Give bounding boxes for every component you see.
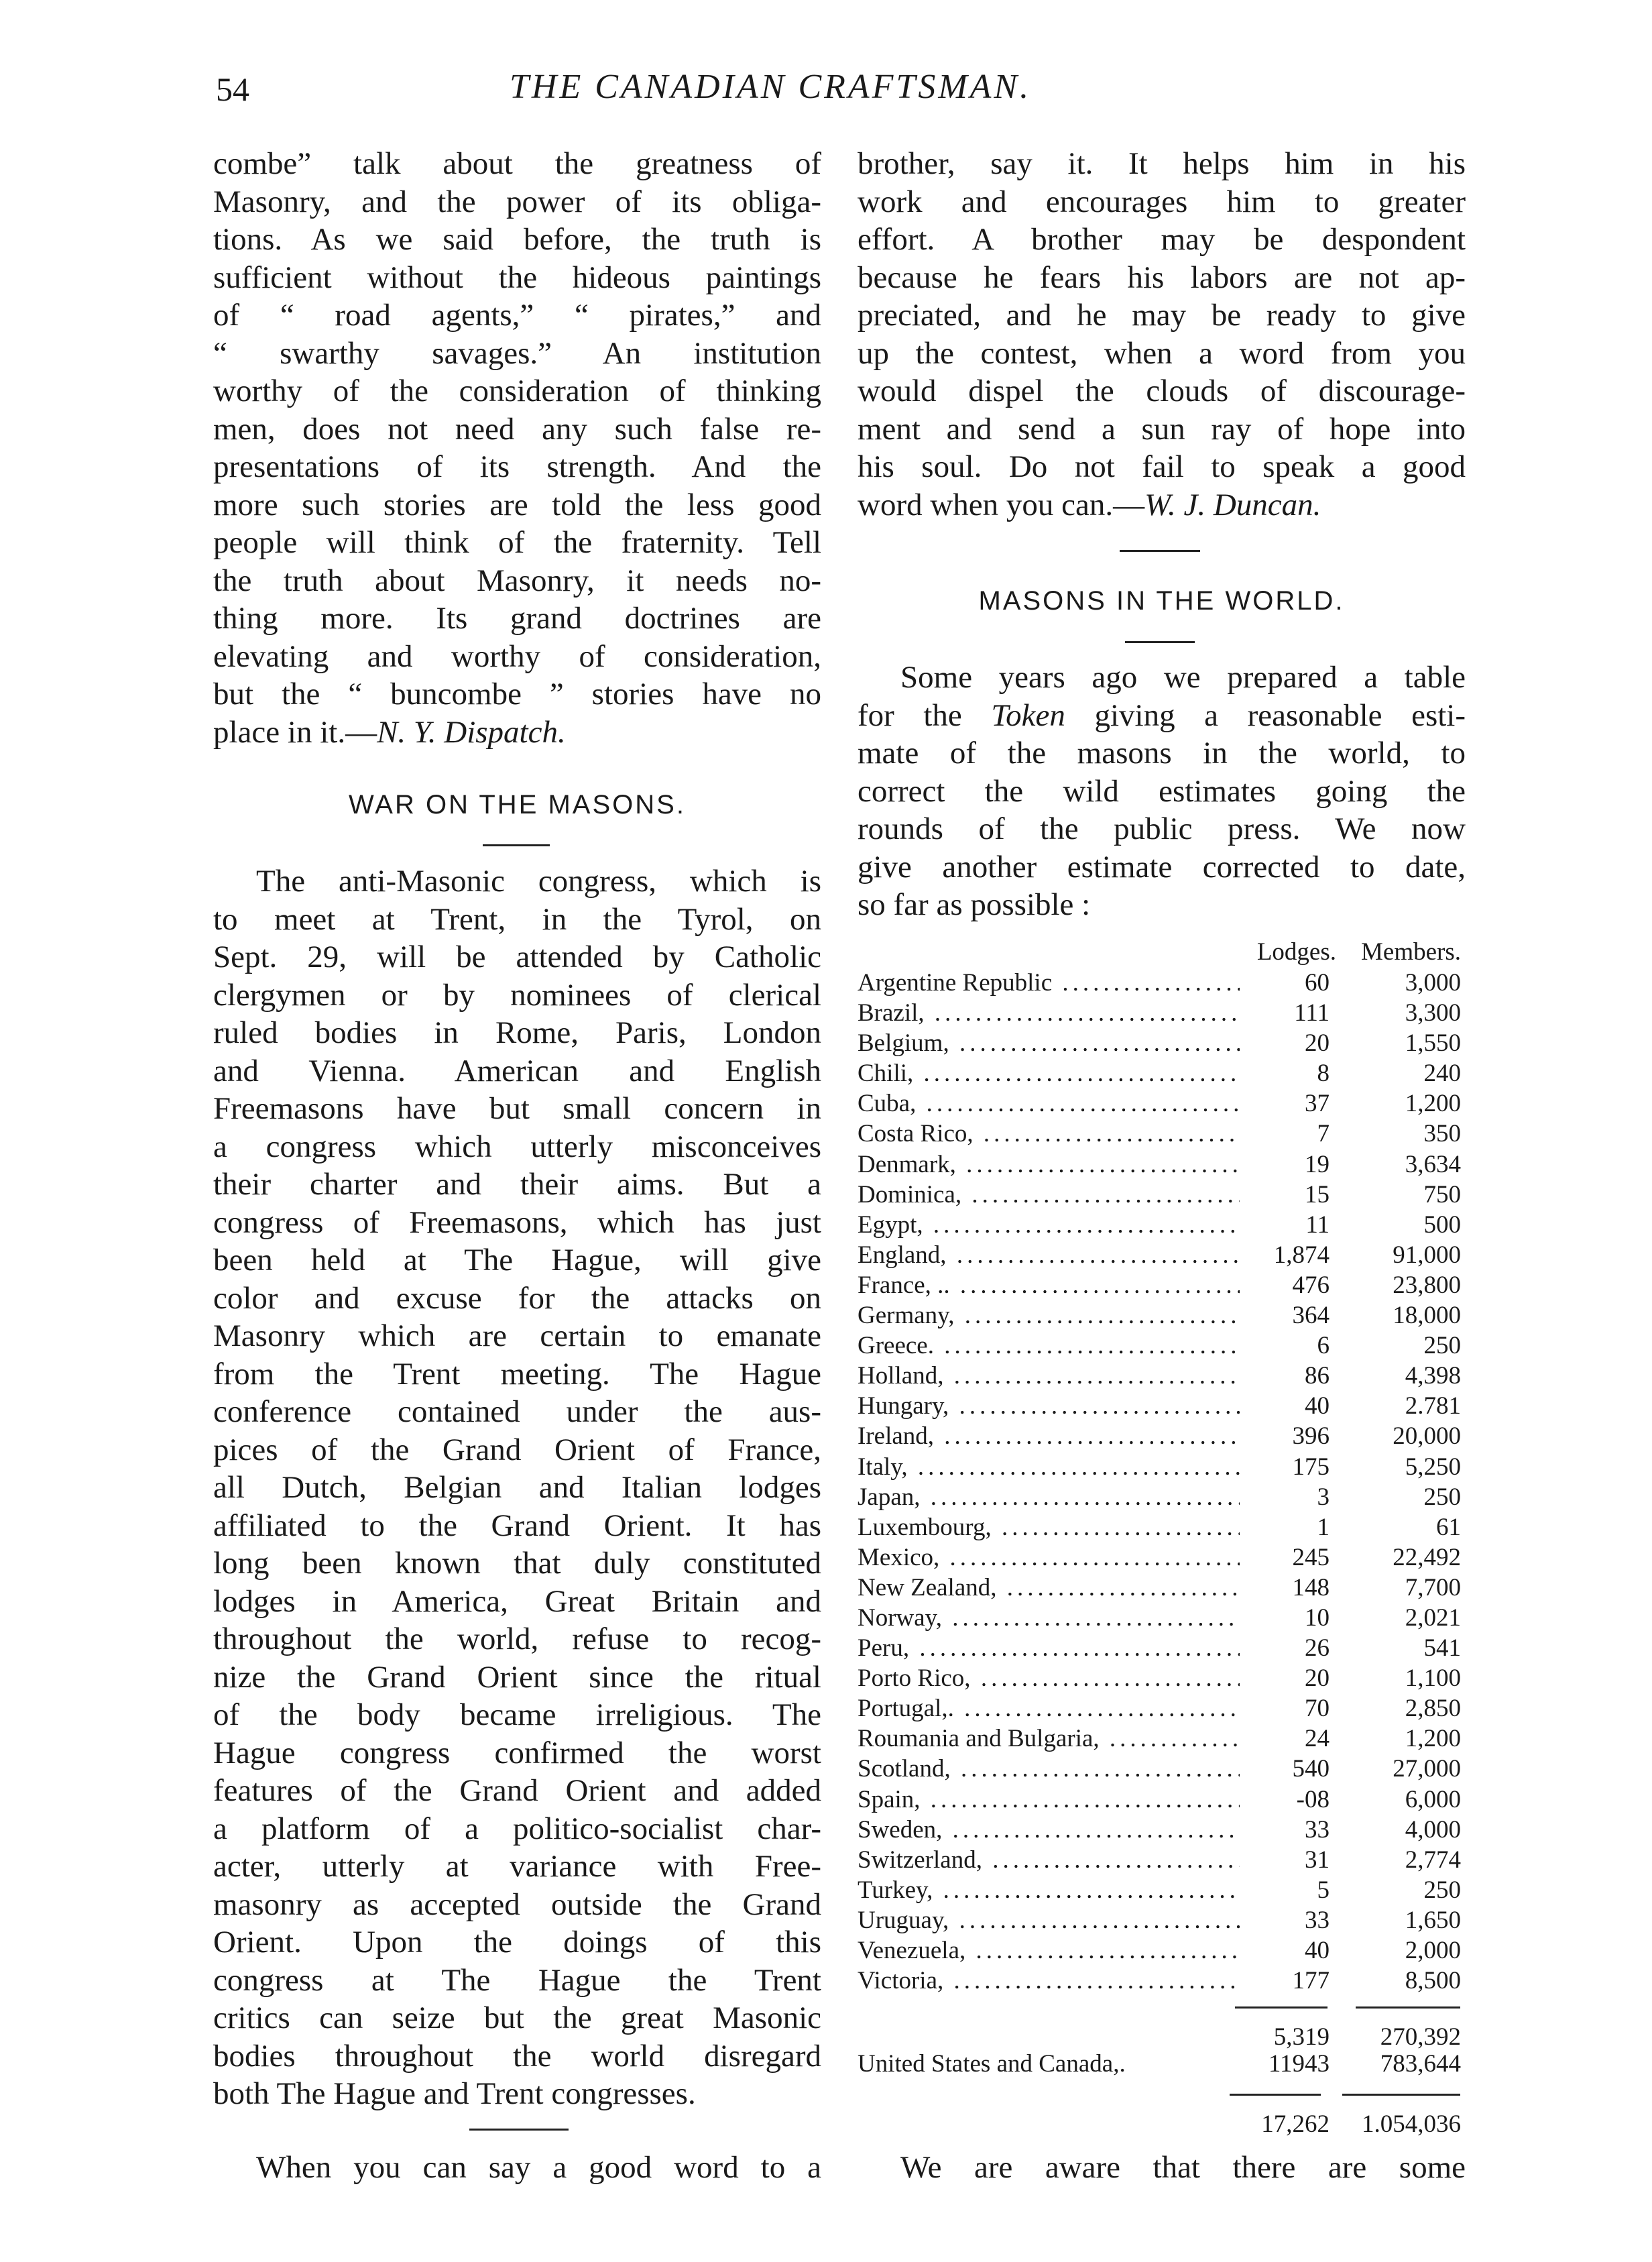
table-row xyxy=(858,1270,1461,1300)
text-segment: giving a reasonable esti- xyxy=(1065,697,1466,733)
table-row xyxy=(858,1905,1461,1935)
header-lodges: Lodges. xyxy=(1256,938,1336,966)
lodges-cell: 7 xyxy=(1317,1120,1330,1148)
text-line: nize the Grand Orient since the ritual xyxy=(213,1659,821,1695)
text-line xyxy=(858,486,1466,524)
table-row xyxy=(858,1693,1461,1723)
members-cell: 2,850 xyxy=(1405,1695,1461,1723)
section-rule xyxy=(1120,550,1200,552)
lodges-cell: 175 xyxy=(1292,1453,1330,1481)
table-header xyxy=(858,938,1461,968)
lodges-cell: 60 xyxy=(1305,969,1330,997)
members-cell: 7,700 xyxy=(1405,1573,1461,1601)
lodges-cell: 86 xyxy=(1305,1362,1330,1390)
members-cell: 20,000 xyxy=(1393,1422,1461,1451)
text-line: so far as possible : xyxy=(858,887,1091,922)
heading-war-on-the-masons: WAR ON THE MASONS. xyxy=(349,790,686,819)
table-row xyxy=(858,1935,1461,1966)
text-line: “ swarthy savages.” An institution xyxy=(213,335,821,371)
text-line: acter, utterly at variance with Free- xyxy=(213,1849,821,1884)
lodges-cell: 10 xyxy=(1305,1603,1330,1632)
members-cell: 18,000 xyxy=(1393,1302,1461,1330)
country-cell: Germany, ..... xyxy=(858,1300,1240,1331)
members-cell: 350 xyxy=(1423,1120,1461,1148)
lodges-cell: 20 xyxy=(1305,1664,1330,1693)
italic-text: N. Y. Dispatch. xyxy=(377,714,566,750)
lodges-cell: 40 xyxy=(1305,1392,1330,1420)
text-line: The anti-Masonic congress, which is xyxy=(256,864,821,899)
subtotal-lodges: 5,319 xyxy=(1273,2023,1330,2051)
table-row xyxy=(858,1482,1461,1512)
total-lodges: 17,262 xyxy=(1261,2110,1330,2138)
table-row xyxy=(858,1088,1461,1119)
table-body xyxy=(858,968,1461,1996)
text-line: long been known that duly constituted xyxy=(213,1546,821,1581)
sum-rule-lodges xyxy=(1235,2006,1328,2009)
country-cell: Denmark, ..... xyxy=(858,1149,1240,1180)
text-segment: place in it.— xyxy=(213,714,377,750)
table-row xyxy=(858,1966,1461,1996)
table-row xyxy=(858,1452,1461,1482)
members-cell: 250 xyxy=(1423,1876,1461,1904)
text-line: Some years ago we prepared a table xyxy=(900,660,1466,695)
lodges-cell: 540 xyxy=(1292,1755,1330,1783)
table-row xyxy=(858,1361,1461,1391)
table-row xyxy=(858,1421,1461,1451)
country-cell: Spain, ..... xyxy=(858,1785,1240,1815)
country-cell: Ireland, ..... xyxy=(858,1421,1240,1451)
text-line: Masonry which are certain to emanate xyxy=(213,1318,821,1353)
text-line: all Dutch, Belgian and Italian lodges xyxy=(213,1470,821,1505)
text-line: but the “ buncombe ” stories have no xyxy=(213,677,821,712)
text-line: and Vienna. American and English xyxy=(213,1053,821,1088)
text-line: elevating and worthy of consideration, xyxy=(213,638,821,674)
total-members: 1.054,036 xyxy=(1362,2110,1461,2138)
text-line: throughout the world, refuse to recog- xyxy=(213,1622,821,1656)
text-line: their charter and their aims. But a xyxy=(213,1167,821,1202)
members-cell: 1,200 xyxy=(1405,1725,1461,1753)
table-row xyxy=(858,968,1461,998)
text-line: Orient. Upon the doings of this xyxy=(213,1925,821,1960)
country-cell: Venezuela, ..... xyxy=(858,1935,1240,1966)
text-line: combe” talk about the greatness of xyxy=(213,146,821,181)
text-line: presentations of its strength. And the xyxy=(213,449,821,484)
table-row xyxy=(858,1331,1461,1361)
lodges-cell: 5 xyxy=(1317,1876,1330,1904)
subtotal-row xyxy=(858,2023,1461,2053)
members-cell: 240 xyxy=(1423,1060,1461,1088)
text-line: men, does not need any such false re- xyxy=(213,411,821,447)
country-cell: Cuba, ..... xyxy=(858,1088,1240,1119)
text-line: We are aware that there are some xyxy=(900,2150,1466,2185)
table-row xyxy=(858,1210,1461,1240)
us-canada-members: 783,644 xyxy=(1380,2050,1461,2078)
members-cell: 250 xyxy=(1423,1483,1461,1511)
table-row xyxy=(858,1785,1461,1815)
text-line: Hague congress confirmed the worst xyxy=(213,1735,821,1770)
country-cell: Argentine Republic ..... xyxy=(858,968,1240,998)
text-line: tions. As we said before, the truth is xyxy=(213,222,821,257)
text-line xyxy=(858,697,1466,735)
masons-table xyxy=(858,938,1461,1996)
country-cell: France, .. ..... xyxy=(858,1270,1240,1300)
members-cell: 6,000 xyxy=(1405,1785,1461,1813)
text-line: because he fears his labors are not ap- xyxy=(858,260,1466,295)
country-cell: Hungary, ..... xyxy=(858,1391,1240,1421)
members-cell: 2.781 xyxy=(1405,1392,1461,1420)
text-line: masonry as accepted outside the Grand xyxy=(213,1886,821,1922)
members-cell: 2,774 xyxy=(1405,1846,1461,1874)
country-cell: Egypt, ..... xyxy=(858,1210,1240,1240)
us-canada-lodges: 11943 xyxy=(1268,2050,1330,2078)
country-cell: Porto Rico, ..... xyxy=(858,1663,1240,1693)
country-cell: Greece. ..... xyxy=(858,1331,1240,1361)
text-line: congress at The Hague the Trent xyxy=(213,1962,821,1998)
total-row xyxy=(858,2110,1461,2140)
text-line: correct the wild estimates going the xyxy=(858,773,1466,809)
left-para-3 xyxy=(213,2149,821,2187)
text-line: color and excuse for the attacks on xyxy=(213,1280,821,1316)
lodges-cell: 364 xyxy=(1292,1302,1330,1330)
text-line: worthy of the consideration of thinking xyxy=(213,374,821,408)
section-rule xyxy=(469,2129,569,2131)
text-line: of the body became irreligious. The xyxy=(213,1697,821,1732)
country-cell: Brazil, ..... xyxy=(858,998,1240,1028)
country-cell: Japan, ..... xyxy=(858,1482,1240,1512)
lodges-cell: 31 xyxy=(1305,1846,1330,1874)
country-cell: Roumania and Bulgaria, ..... xyxy=(858,1723,1240,1754)
members-cell: 22,492 xyxy=(1393,1543,1461,1571)
text-segment: word when you can.— xyxy=(858,487,1145,522)
lodges-cell: 8 xyxy=(1317,1060,1330,1088)
country-cell: Chili, ..... xyxy=(858,1058,1240,1088)
country-cell: Dominica, ..... xyxy=(858,1180,1240,1210)
text-line: work and encourages him to greater xyxy=(858,184,1466,219)
country-cell: Norway, ..... xyxy=(858,1603,1240,1633)
lodges-cell: 26 xyxy=(1305,1634,1330,1662)
total-rule-members xyxy=(1342,2094,1460,2096)
text-line: conference contained under the aus- xyxy=(213,1394,821,1429)
text-line: Masonry, and the power of its obliga- xyxy=(213,184,821,219)
right-para-3 xyxy=(858,2149,1466,2187)
country-cell: Holland, ..... xyxy=(858,1361,1240,1391)
lodges-cell: 476 xyxy=(1292,1271,1330,1299)
text-line: a congress which utterly misconceives xyxy=(213,1129,821,1164)
italic-text: Token xyxy=(991,697,1065,733)
members-cell: 2,021 xyxy=(1405,1603,1461,1632)
text-line: clergymen or by nominees of clerical xyxy=(213,977,821,1013)
members-cell: 3,634 xyxy=(1405,1150,1461,1178)
table-row xyxy=(858,1512,1461,1542)
lodges-cell: 15 xyxy=(1305,1180,1330,1208)
members-cell: 1,550 xyxy=(1405,1029,1461,1058)
table-row xyxy=(858,998,1461,1028)
lodges-cell: 1 xyxy=(1317,1513,1330,1541)
members-cell: 4,000 xyxy=(1405,1815,1461,1844)
table-row xyxy=(858,1723,1461,1754)
lodges-cell: 24 xyxy=(1305,1725,1330,1753)
table-row xyxy=(858,1149,1461,1180)
country-cell: Victoria, ..... xyxy=(858,1966,1240,1996)
members-cell: 4,398 xyxy=(1405,1362,1461,1390)
text-line: ment and send a sun ray of hope into xyxy=(858,411,1466,447)
running-title: THE CANADIAN CRAFTSMAN. xyxy=(510,68,1032,106)
left-para-2 xyxy=(213,862,821,2113)
members-cell: 91,000 xyxy=(1393,1241,1461,1269)
text-line xyxy=(213,714,821,752)
table-row xyxy=(858,1240,1461,1270)
left-para-1 xyxy=(213,145,821,751)
country-cell: Switzerland, ..... xyxy=(858,1845,1240,1875)
text-segment: for the xyxy=(858,697,992,733)
members-cell: 23,800 xyxy=(1393,1271,1461,1299)
text-line: the truth about Masonry, it needs no- xyxy=(213,563,821,598)
us-canada-row xyxy=(858,2049,1461,2080)
members-cell: 1,200 xyxy=(1405,1090,1461,1118)
lodges-cell: 37 xyxy=(1305,1090,1330,1118)
members-cell: 750 xyxy=(1423,1180,1461,1208)
members-cell: 5,250 xyxy=(1405,1453,1461,1481)
lodges-cell: 70 xyxy=(1305,1695,1330,1723)
country-cell: Portugal,. ..... xyxy=(858,1693,1240,1723)
table-row xyxy=(858,1180,1461,1210)
members-cell: 8,500 xyxy=(1405,1967,1461,1995)
text-line: Sept. 29, will be attended by Catholic xyxy=(213,940,821,974)
text-line: congress of Freemasons, which has just xyxy=(213,1204,821,1240)
members-cell: 61 xyxy=(1436,1513,1461,1541)
text-line: When you can say a good word to a xyxy=(256,2150,821,2185)
country-cell: Italy, ..... xyxy=(858,1452,1240,1482)
text-line: critics can seize but the great Masonic xyxy=(213,2000,821,2035)
lodges-cell: 40 xyxy=(1305,1937,1330,1964)
members-cell: 1,650 xyxy=(1405,1906,1461,1934)
text-line: sufficient without the hideous paintings xyxy=(213,260,821,295)
lodges-cell: 177 xyxy=(1292,1967,1330,1995)
us-canada-label: United States and Canada,. xyxy=(858,2050,1126,2078)
text-line: would dispel the clouds of discourage- xyxy=(858,374,1466,408)
country-cell: Belgium, ..... xyxy=(858,1028,1240,1058)
text-line: people will think of the fraternity. Tell xyxy=(213,525,821,560)
lodges-cell: 396 xyxy=(1292,1422,1330,1451)
text-line: up the contest, when a word from you xyxy=(858,335,1466,371)
lodges-cell: 6 xyxy=(1317,1332,1330,1360)
lodges-cell: 245 xyxy=(1292,1543,1330,1571)
country-cell: New Zealand, ..... xyxy=(858,1573,1240,1603)
text-line: pices of the Grand Orient of France, xyxy=(213,1432,821,1467)
text-line: affiliated to the Grand Orient. It has xyxy=(213,1508,821,1543)
text-line: from the Trent meeting. The Hague xyxy=(213,1356,821,1392)
lodges-cell: 33 xyxy=(1305,1815,1330,1844)
lodges-cell: 20 xyxy=(1305,1029,1330,1058)
lodges-cell: -08 xyxy=(1296,1785,1330,1813)
table-row xyxy=(858,1058,1461,1088)
text-line: been held at The Hague, will give xyxy=(213,1243,821,1278)
text-line: more such stories are told the less good xyxy=(213,487,821,522)
italic-text: W. J. Duncan. xyxy=(1144,487,1321,522)
members-cell: 27,000 xyxy=(1393,1755,1461,1783)
table-row xyxy=(858,1633,1461,1663)
table-row xyxy=(858,1845,1461,1875)
right-para-2 xyxy=(858,659,1466,924)
table-row xyxy=(858,1603,1461,1633)
text-line: effort. A brother may be despondent xyxy=(858,222,1466,257)
text-line: features of the Grand Orient and added xyxy=(213,1773,821,1808)
lodges-cell: 19 xyxy=(1305,1150,1330,1178)
text-line: of “ road agents,” “ pirates,” and xyxy=(213,298,821,333)
heading-masons-in-the-world: MASONS IN THE WORLD. xyxy=(978,586,1345,616)
text-line: to meet at Trent, in the Tyrol, on xyxy=(213,901,821,937)
table-row xyxy=(858,1119,1461,1149)
text-line: mate of the masons in the world, to xyxy=(858,736,1466,771)
country-cell: Turkey, ..... xyxy=(858,1875,1240,1905)
table-row xyxy=(858,1663,1461,1693)
members-cell: 2,000 xyxy=(1405,1937,1461,1964)
total-rule-lodges xyxy=(1230,2094,1321,2096)
subtotal-members: 270,392 xyxy=(1380,2023,1461,2051)
members-cell: 250 xyxy=(1423,1332,1461,1360)
text-line: rounds of the public press. We now xyxy=(858,811,1466,846)
country-cell: Costa Rico, ..... xyxy=(858,1119,1240,1149)
table-row xyxy=(858,1875,1461,1905)
lodges-cell: 3 xyxy=(1317,1483,1330,1511)
country-cell: Mexico, ..... xyxy=(858,1542,1240,1573)
text-line: lodges in America, Great Britain and xyxy=(213,1583,821,1619)
text-line: both The Hague and Trent congresses. xyxy=(213,2076,696,2111)
text-line: his soul. Do not fail to speak a good xyxy=(858,449,1466,484)
country-cell: England, ..... xyxy=(858,1240,1240,1270)
members-cell: 541 xyxy=(1423,1634,1461,1662)
sum-rule-members xyxy=(1356,2006,1460,2009)
country-cell: Uruguay, ..... xyxy=(858,1905,1240,1935)
members-cell: 3,000 xyxy=(1405,969,1461,997)
text-line: give another estimate corrected to date, xyxy=(858,849,1466,885)
table-row xyxy=(858,1573,1461,1603)
lodges-cell: 11 xyxy=(1305,1210,1330,1239)
country-cell: Luxembourg, ..... xyxy=(858,1512,1240,1542)
table-row xyxy=(858,1815,1461,1845)
text-line: a platform of a politico-socialist char- xyxy=(213,1811,821,1846)
header-members: Members. xyxy=(1361,938,1461,966)
table-row xyxy=(858,1542,1461,1573)
lodges-cell: 111 xyxy=(1294,999,1330,1027)
table-row xyxy=(858,1754,1461,1784)
lodges-cell: 148 xyxy=(1292,1573,1330,1601)
section-rule xyxy=(1125,641,1195,643)
text-line: bodies throughout the world disregard xyxy=(213,2038,821,2074)
members-cell: 1,100 xyxy=(1405,1664,1461,1693)
section-rule xyxy=(483,844,550,846)
text-line: preciated, and he may be ready to give xyxy=(858,298,1466,333)
text-line: Freemasons have but small concern in xyxy=(213,1091,821,1126)
table-row xyxy=(858,1300,1461,1331)
country-cell: Scotland, ..... xyxy=(858,1754,1240,1784)
table-row xyxy=(858,1028,1461,1058)
text-line: brother, say it. It helps him in his xyxy=(858,146,1466,181)
table-row xyxy=(858,1391,1461,1421)
country-cell: Sweden, ..... xyxy=(858,1815,1240,1845)
text-line: thing more. Its grand doctrines are xyxy=(213,601,821,636)
members-cell: 3,300 xyxy=(1405,999,1461,1027)
lodges-cell: 1,874 xyxy=(1273,1241,1330,1269)
page-number: 54 xyxy=(216,70,249,108)
members-cell: 500 xyxy=(1423,1210,1461,1239)
right-para-1 xyxy=(858,145,1466,524)
lodges-cell: 33 xyxy=(1305,1906,1330,1934)
text-line: ruled bodies in Rome, Paris, London xyxy=(213,1015,821,1050)
country-cell: Peru, ..... xyxy=(858,1633,1240,1663)
